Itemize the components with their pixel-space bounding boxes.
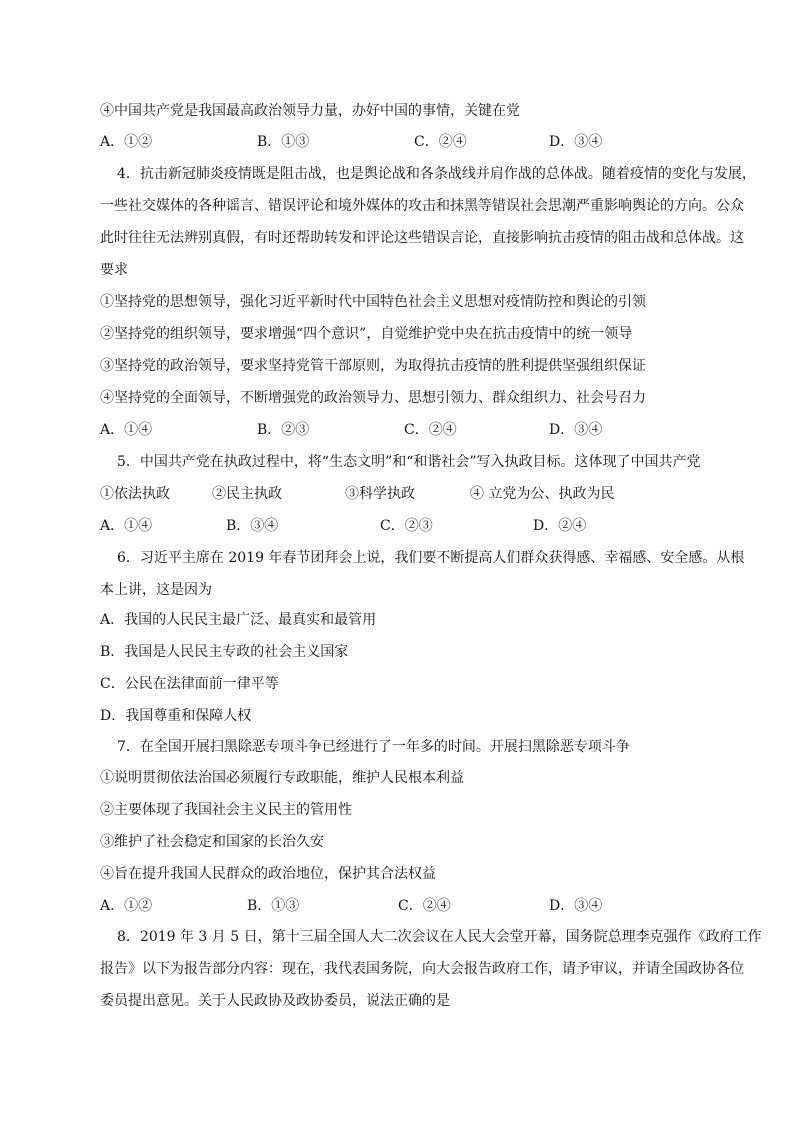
q6-choice-d: D．我国尊重和保障人权 (100, 708, 252, 724)
q4-item-2: ②坚持党的组织领导，要求增强“四个意识”，自觉维护党中央在抗击疫情中的统一领导 (100, 326, 633, 342)
q4-choice-a: A．①④ (100, 422, 153, 438)
q6-stem-1: 6．习近平主席在 2019 年春节团拜会上说，我们要不断提高人们群众获得感、幸福感、安全感。从根 (117, 550, 745, 566)
q4-stem-2: 一些社交媒体的各种谣言、错误评论和境外媒体的攻击和抹黑等错误社会思潮严重影响舆论的方向。公众 (100, 198, 744, 214)
q4-stem-1: 4．抗击新冠肺炎疫情既是阻击战，也是舆论战和各条战线并肩作战的总体战。随着疫情的变化与发展， (117, 166, 756, 182)
q5-stem: 5．中国共产党在执政过程中，将“生态文明”和“和谐社会”写入执政目标。这体现了中国共产党 (117, 454, 701, 470)
q6-choice-c: C．公民在法律面前一律平等 (100, 676, 279, 692)
q3-choice-b: B．①③ (257, 134, 310, 150)
q4-item-3: ③坚持党的政治领导，要求坚持党管干部原则，为取得抗击疫情的胜利提供坚强组织保证 (100, 358, 646, 374)
q4-stem-3: 此时往往无法辨别真假，有时还帮助转发和评论这些错误言论，直接影响抗击疫情的阻击战和总体战。这 (100, 230, 744, 246)
q4-stem-4: 要求 (100, 262, 128, 278)
q5-item-4: ④ 立党为公、执政为民 (470, 486, 615, 502)
q7-choice-b: B．①③ (247, 898, 300, 914)
q5-choice-c: C．②③ (380, 518, 433, 534)
q3-item-4: ④中国共产党是我国最高政治领导力量，办好中国的事情，关键在党 (100, 103, 520, 119)
q3-choice-d: D．③④ (549, 134, 603, 150)
q3-choice-c: C．②④ (414, 134, 467, 150)
q8-stem-2: 报告》以下为报告部分内容：现在，我代表国务院，向大会报告政府工作，请予审议，并请全国政协各位 (100, 961, 744, 977)
q7-item-1: ①说明贯彻依法治国必须履行专政职能，维护人民根本利益 (100, 770, 464, 786)
q5-item-1: ①依法执政 (100, 486, 170, 502)
q8-stem-3: 委员提出意见。关于人民政协及政协委员，说法正确的是 (100, 993, 450, 1009)
q6-choice-a: A．我国的人民民主最广泛、最真实和最管用 (100, 612, 377, 628)
q8-stem-1: 8．2019 年 3 月 5 日，第十三届全国人大二次会议在人民大会堂开幕，国务院总理李克强作《政府工作 (117, 929, 762, 945)
q7-item-4: ④旨在提升我国人民群众的政治地位，保护其合法权益 (100, 866, 436, 882)
q7-item-2: ②主要体现了我国社会主义民主的管用性 (100, 802, 352, 818)
q4-item-1: ①坚持党的思想领导，强化习近平新时代中国特色社会主义思想对疫情防控和舆论的引领 (100, 294, 646, 310)
q7-item-3: ③维护了社会稳定和国家的长治久安 (100, 834, 324, 850)
q4-choice-c: C．②④ (404, 422, 457, 438)
q7-choice-a: A．①② (100, 898, 153, 914)
q4-choice-b: B．②③ (257, 422, 310, 438)
q5-choice-a: A．①④ (100, 518, 153, 534)
q7-choice-c: C．②④ (398, 898, 451, 914)
q4-choice-d: D．③④ (549, 422, 603, 438)
q5-choice-b: B．③④ (226, 518, 279, 534)
q3-choice-a: A．①② (100, 134, 153, 150)
q5-choice-d: D．②④ (533, 518, 587, 534)
q6-choice-b: B．我国是人民民主专政的社会主义国家 (100, 644, 349, 660)
q5-item-2: ②民主执政 (212, 486, 282, 502)
q6-stem-2: 本上讲，这是因为 (100, 582, 212, 598)
q5-item-3: ③科学执政 (345, 486, 415, 502)
q7-stem: 7．在全国开展扫黑除恶专项斗争已经进行了一年多的时间。开展扫黑除恶专项斗争 (117, 739, 630, 755)
q7-choice-d: D．③④ (549, 898, 603, 914)
q4-item-4: ④坚持党的全面领导，不断增强党的政治领导力、思想引领力、群众组织力、社会号召力 (100, 390, 646, 406)
